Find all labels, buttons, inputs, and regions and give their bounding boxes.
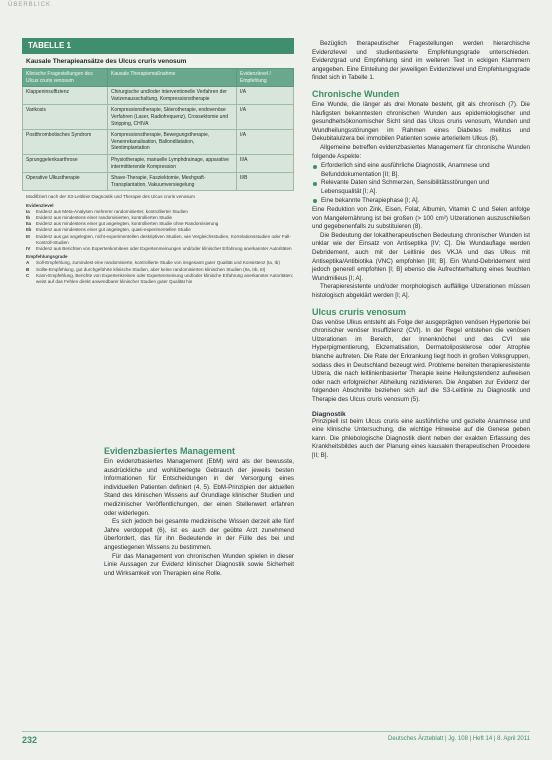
paragraph: Für das Management von chronischen Wunden spielen in dieser Linie Aussagen zur Evidenz klinischer Diagnostik sowie Sicherheit und Wirksamkeit von Therapien eine Rolle. xyxy=(104,552,294,577)
table-cell: I/A xyxy=(237,105,294,130)
list-item: Eine bekannte Therapiephase [I; A]. xyxy=(312,197,530,206)
paragraph: Es sich jedoch bei gesamte medizinische Wissen derzeit alle fünf Jahre verdoppelt (6), ist es auch der geübte Arzt zunehmend überfordert, das für ihn Bedeutende in der Fülle des bei und angestiegenen Wissens zu bestimmen. xyxy=(104,518,294,551)
paragraph: Eine Wunde, die länger als drei Monate besteht, gilt als chronisch (7). Die häufigsten bekanntesten chronischen Wunden aus epidemiologischer und gesundheitsökonomischer Sicht sind das Ulcus cruris venosum, Wunden und Wundheilungsstörungen im Rahmen eines Diabetes mellitus und Dekubitalulzera bei immobilen Patienten sowie arteriellem Ulkus (8). xyxy=(312,100,530,143)
table-cell: Chirurgische und/oder interventionelle Verfahren der Varizenausschaltung, Kompressionstherapie xyxy=(108,87,237,105)
table-label: TABELLE 1 xyxy=(22,38,294,54)
therapy-table xyxy=(22,68,294,191)
section-heading: Evidenzbasiertes Management xyxy=(104,446,236,456)
legend-item xyxy=(26,273,294,285)
section-body xyxy=(312,418,530,461)
table-row xyxy=(23,154,294,172)
table-cell: I/A xyxy=(237,87,294,105)
evidence-heading: Evidenzlevel xyxy=(26,202,54,208)
list-item: Erforderlich sind eine ausführliche Diagnostik, Anamnese und Befunddokumentation [II; B]. xyxy=(312,162,530,179)
table-source-note: Modifiziert nach der S3-Leitlinie Diagnostik und Therapie des Ulcus cruris venosum xyxy=(26,194,195,200)
right-column xyxy=(312,40,530,461)
table-cell: Shave-Therapie, Fasziektomie, Meshgraft-Transplantation, Vakuumversiegelung xyxy=(108,173,237,191)
legend-key: III xyxy=(26,233,30,239)
legend-key: IV xyxy=(26,245,31,251)
legend-key: Ib xyxy=(26,214,31,220)
legend-key: C xyxy=(26,272,30,278)
legend-key: IIb xyxy=(26,227,32,233)
legend-value: Soll-Empfehlung, zumindest eine randomisierte, kontrollierte Studie von insgesamt guter Qualität und Konsistenz (Ia, Ib) xyxy=(36,260,280,266)
ebm-section xyxy=(104,438,294,578)
section-body xyxy=(312,101,530,161)
table-row xyxy=(23,173,294,191)
legend-value: Evidenz aus gut angelegten, nicht-experimentellen deskriptiven Studien, wie Vergleichsstudien, Korrelationsstudien oder Fall-Kontroll-Studien xyxy=(36,233,291,245)
legend-key: IIa xyxy=(26,221,32,227)
table-cell: Kompressionstherapie, Bewegungstherapie, Venenrekanalisation, Ballondilatation, Stentimplantation xyxy=(108,130,237,155)
section-body xyxy=(312,206,530,301)
paragraph: Das venöse Ulkus entsteht als Folge der ausgeprägten venösen Hypertonie bei chronischer venöser Insuffizienz (CVI). In der Regel entstehen die venösen Ulzerationen im Bereich, der Innenknöchel und des CVI wie Hyperpigmentierung, Ekzematisation, Dermatoliposklerose oder Atrophie blanche auftreten. Die Rate der Erkrankung liegt hoch in großen Volksgruppen, sodass dies in Deutschland bezeugt wird. Probleme bereiten therapieresistente Ulzera, die nach leitlinienbasierter Therapie keine Heilungstendenz aufweisen oder nach erfolgreicher Abheilung rezidivieren. Die Angaben zur Evidenz der folgenden Abschnitte beziehen sich auf die S3-Leitlinie zu Diagnostik und Therapie des Ulcus cruris venosum (5). xyxy=(312,318,530,403)
running-head: ÜBERBLICK xyxy=(8,2,52,8)
paragraph: Prinzipiell ist beim Ulcus cruris eine ausführliche und gezielte Anamnese und eine klinische Untersuchung, die wichtige Hinweise auf die Genese geben kann. Die phlebologische Diagnostik dient neben der exakten Erfassung des Krankheitsbildes auch der Planung eines kausalen therapeutischen Procedere [II; B]. xyxy=(312,417,530,459)
legend-item xyxy=(26,246,294,252)
subsection-heading: Diagnostik xyxy=(312,410,346,418)
section-heading: Chronische Wunden xyxy=(312,88,400,99)
journal-citation: Deutsches Ärzteblatt | Jg. 108 | Heft 14 | 8. April 2011 xyxy=(388,736,530,742)
list-item: Relevante Daten sind Schmerzen, Sensibilitätsstörungen und Lebensqualität [I; A]. xyxy=(312,179,530,196)
table-panel xyxy=(22,38,294,285)
table-row xyxy=(23,105,294,130)
table-header-cell: Klinische Fragestellungen des Ulcus cruris venosum xyxy=(23,69,108,87)
legend-item xyxy=(26,234,294,246)
section-heading: Ulcus cruris venosum xyxy=(312,306,407,317)
table-cell: I/A xyxy=(237,130,294,155)
table-cell: Operative Ulkustherapie xyxy=(23,173,108,191)
legend-value: Evidenz aus mindestens einer randomisierten, kontrollierten Studie xyxy=(36,214,173,220)
bullet-list xyxy=(312,162,530,205)
section-body xyxy=(312,319,530,405)
table-legend xyxy=(22,194,294,285)
paragraph: Die Bedeutung der lokaltherapeutischen Bedeutung chronischer Wunden ist unklar wie der Einsatz von Antiseptika [IV; C]. Die Wundauflage werden Debridement, auch mit der Leitlinie des VKJA und das Ulkus mit Antiseptika/Antibiotika (VNC) empfohlen [III; B]. Ein Wund-Debridement wird jedoch generell empfohlen [I; B] ebenso die Aufrechterhaltung eines feuchten Wundmilieus [I; A]. xyxy=(312,231,530,282)
legend-key: A xyxy=(26,260,30,266)
paragraph: Therapieresistente und/oder morphologisch auffällige Ulzerationen müssen histologisch abgeklärt werden [I; A]. xyxy=(312,283,530,300)
legend-key: Ia xyxy=(26,208,30,214)
paragraph: Ein evidenzbasiertes Management (EbM) wird als der bewusste, ausdrückliche und wohlüberlegte Gebrauch der jeweils besten Informationen für Entscheidungen in der Versorgung eines individuellen Patienten definiert (4, 5). EbM-Prinzipien der aktuellen Stand des klinischen Wissens auf Grundlage klinischer Studien und medizinischer Veröffentlichungen, der einen Stellenwert erfahren oder widerlegen. xyxy=(104,458,294,517)
legend-value: Evidenz aus Meta-Analysen mehrerer randomisierter, kontrollierter Studien xyxy=(36,208,188,214)
table-header-cell: Kausale Therapiemaßnahme xyxy=(108,69,237,87)
legend-value: Evidenz aus Berichten von Expertenkomitees oder Expertenmeinungen und/oder klinischer Erfahrung anerkannter Autoritäten xyxy=(36,245,292,251)
table-cell: Postthrombotisches Syndrom xyxy=(23,130,108,155)
page-number: 232 xyxy=(22,735,38,745)
table-header-cell: Evidenzlevel / Empfehlung xyxy=(237,69,294,87)
table-cell: II/A xyxy=(237,154,294,172)
section-body xyxy=(312,40,530,83)
table-cell: Klappeninsuffizienz xyxy=(23,87,108,105)
paragraph: Allgemeine betreffen evidenzbasiertes Management für chronische Wunden folgende Aspekte: xyxy=(312,143,530,160)
footer-rule xyxy=(22,731,530,732)
legend-value: Evidenz aus mindestens einer gut angelegten, kontrollierten Studie ohne Randomisierung xyxy=(36,221,219,227)
table-cell: II/B xyxy=(237,173,294,191)
table-row xyxy=(23,130,294,155)
section-body xyxy=(104,458,294,578)
table-title: Kausale Therapieansätze des Ulcus cruris venosum xyxy=(26,58,187,65)
table-row xyxy=(23,87,294,105)
table-cell: Varikosis xyxy=(23,105,108,130)
paragraph: Eine Reduktion von Zink, Eisen, Folat, Albumin, Vitamin C und Selen anfolge von Mangelernährung ist bei großen (> 100 cm²) Ulzerationen auszuschließen und gegebenenfalls zu substituieren (8). xyxy=(312,206,530,231)
table-cell: Sprunggelenksarthrose xyxy=(23,154,108,172)
table-cell: Kompressionstherapie, Sklerotherapie, endovenöse Verfahren (Laser, Radiofrequenz), Crossektomie und Stripping, CHIVA xyxy=(108,105,237,130)
legend-value: Sollte-Empfehlung, gut durchgeführte klinische Studien, aber keine randomisierten klinischen Studien (IIa, IIb, III) xyxy=(36,266,266,272)
legend-value: Evidenz aus mindestens einer gut angelegten, quasi-experimentellen Studie xyxy=(36,227,191,233)
table-cell: Physiotherapie, manuelle Lymphdrainage, apparative intermittierende Kompression xyxy=(108,154,237,172)
grades-heading: Empfehlungsgrade xyxy=(26,254,68,260)
legend-value: Kann-Empfehlung, Berichte von Expertenkreisen oder Expertenmeinung und/oder klinische Erfahrung anerkannter Autoritäten; weist auf das Fehlen direkt anwendbarer klinischer Studien guter Qualität hin xyxy=(36,272,294,284)
legend-key: B xyxy=(26,266,30,272)
paragraph: Bezüglich therapeutischer Fragestellungen werden hierarchische Evidenzlevel und studienbasierte Empfehlungsgrade unterschieden. Evidenzgrad und Empfehlung sind im weiteren Text in eckigen Klammern angegeben. Eine Einteilung der jeweiligen Evidenzlevel und Empfehlungsgrade findet sich in Tabelle 1. xyxy=(312,40,530,82)
